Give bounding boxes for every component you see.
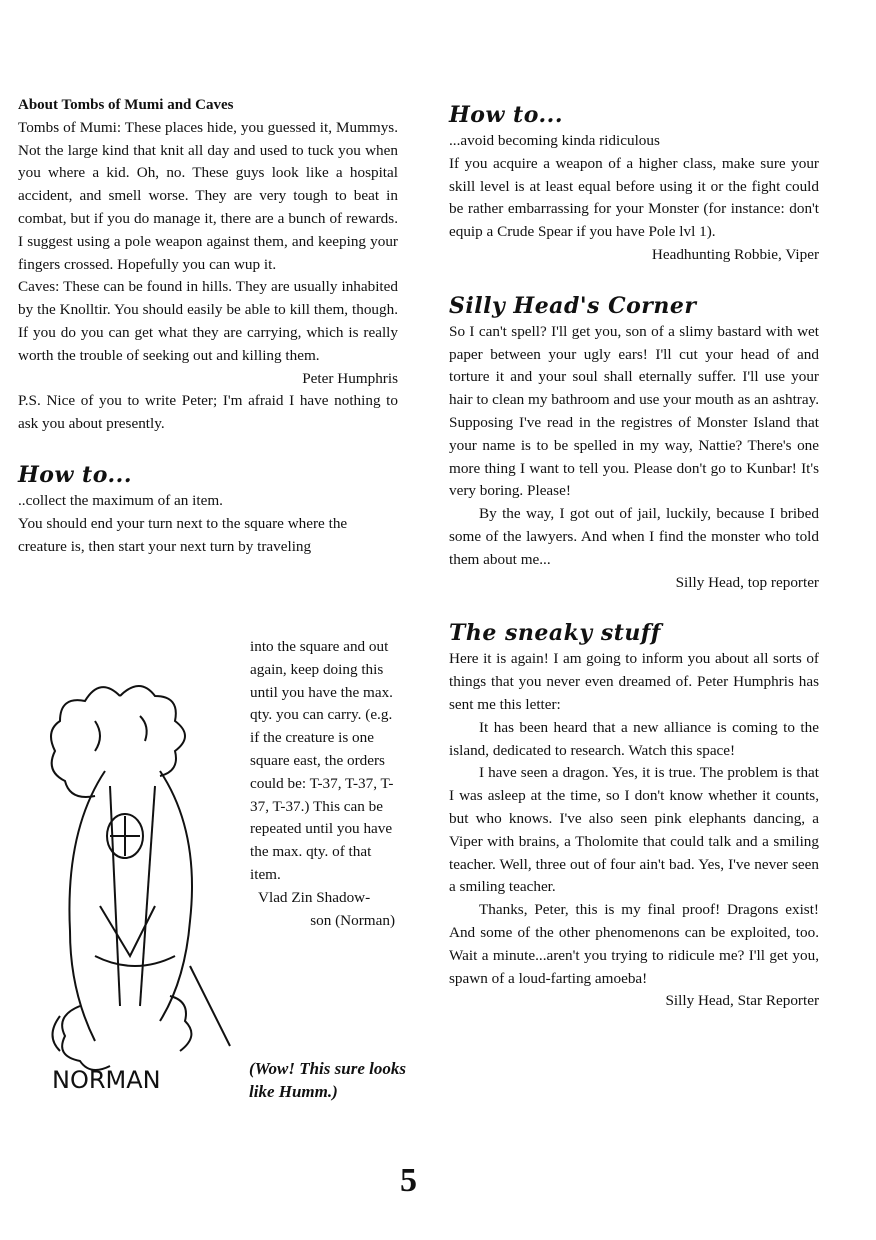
section-title-tombs: About Tombs of Mumi and Caves <box>18 97 234 113</box>
sneaky-paragraph-2: It has been heard that a new alliance is coming to the island, dedicated to research. Watch this space! <box>449 718 819 759</box>
signature-robbie: Headhunting Robbie, Viper <box>651 245 819 263</box>
howto-paragraph-right: If you acquire a weapon of a higher class, make sure your skill level is at least equal before using it or the fight could be rather embarrassing for your Monster (for instance: don't equip a Crude Spear if you have Pole lvl 1). <box>449 154 819 241</box>
sneaky-title: The sneaky stuff <box>449 620 661 647</box>
sneaky-paragraph-1: Here it is again! I am going to inform you about all sorts of things that you never even dreamed of. Peter Humphris has sent me this letter: <box>449 650 819 713</box>
howto-paragraph-left: You should end your turn next to the square where the creature is, then start your next turn by traveling <box>18 514 348 555</box>
postscript: P.S. Nice of you to write Peter; I'm afraid I have nothing to ask you about presently. <box>18 392 398 433</box>
signature-silly-star: Silly Head, Star Reporter <box>665 992 819 1010</box>
silly-paragraph-2: By the way, I got out of jail, luckily, because I bribed some of the lawyers. And when I find the monster who told them about me... <box>449 505 819 568</box>
howto-subtitle-left: ..collect the maximum of an item. <box>18 491 223 509</box>
howto-subtitle-right: ...avoid becoming kinda ridiculous <box>449 132 660 149</box>
signature-peter: Peter Humphris <box>302 369 398 387</box>
tombs-paragraph: Tombs of Mumi: These places hide, you guessed it, Mummys. Not the large kind that knit all day and used to tuck you when you where a kid. Oh, no. These guys look like a hospital accident, and smell worse. They are very tough to beat in combat, but if you do manage it, there are a bunch of rewards. I suggest using a pole weapon against them, and keeping your fingers crossed. Hopefully you can wup it. <box>18 118 398 273</box>
caves-paragraph: Caves: These can be found in hills. They are usually inhabited by the Knolltir. You should easily be able to kill them, though. If you do you can get what they are carrying, which is really worth the trouble of seeking out and killing them. <box>18 278 398 364</box>
silly-paragraph-1: So I can't spell? I'll get you, son of a slimy bastard with wet paper between your ugly ears! I'll cut your head of and torture it and your soul shall eternally suffer. I'll use your hair to clean my bathroom and use your mouth as an ashtray. Supposing I've read in the registres of Monster Island that your name is to be spelled in my way, Nattie? There's one more thing I want to tell you. Please don't go to Kunbar! It's very boring. Please! <box>449 322 819 500</box>
signature-silly-top: Silly Head, top reporter <box>675 573 819 591</box>
signature-vlad-line1: Vlad Zin Shadow- <box>258 888 371 906</box>
left-column <box>18 94 398 558</box>
drawing-label: NORMAN <box>52 1066 161 1094</box>
howto-wrap-text <box>250 636 395 932</box>
signature-vlad-line2: son (Norman) <box>310 911 395 929</box>
right-column <box>449 100 819 1013</box>
howto-title-left: How to... <box>18 461 132 488</box>
howto-title-right: How to... <box>449 102 563 128</box>
silly-head-title: Silly Head's Corner <box>449 292 697 319</box>
drawing-caption: (Wow! This sure looks like Humm.) <box>249 1059 406 1101</box>
page-number: 5 <box>400 1162 417 1199</box>
howto-continued: into the square and out again, keep doing this until you have the max. qty. you can carry. (e.g. if the creature is one square east, the orders could be: T-37, T-37, T-37, T-37.) This can be repeated until you have the max. qty. of that item. <box>250 638 394 883</box>
sneaky-paragraph-3: I have seen a dragon. Yes, it is true. The problem is that I was asleep at the time, so I don't know whether it counts, but who knows. I've also seen pink elephants dancing, a Viper with brains, a Tholomite that could talk and a smiling teacher. Well, three out of four ain't bad. Yes, I've never seen a smiling teacher. <box>449 764 819 896</box>
norman-drawing <box>40 676 240 1096</box>
sneaky-paragraph-4: Thanks, Peter, this is my final proof! Dragons exist! And some of the other phenomenons can be exploited, too. Wait a minute...aren't you trying to ridicule me? I'll get you, spawn of a loud-farting amoeba! <box>449 901 819 987</box>
